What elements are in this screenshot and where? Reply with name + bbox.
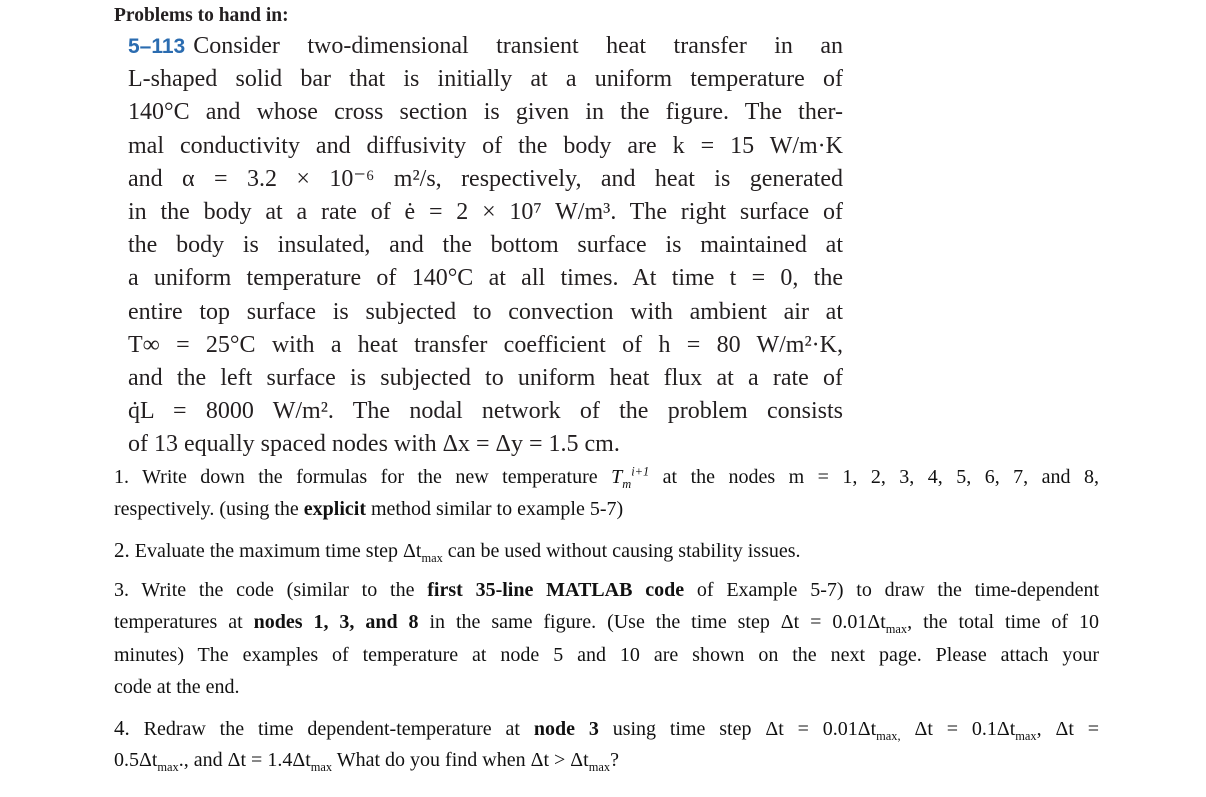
question-line: [114, 712, 1099, 744]
q4-sub-5: max: [588, 760, 611, 775]
q2-number: 2.: [114, 538, 130, 562]
q2-sub: max: [421, 551, 443, 565]
q4-text-b: using time step Δt = 0.01Δt: [612, 718, 877, 740]
q1-text-d: method similar to example 5-7): [370, 498, 624, 521]
q3-bold-2: nodes 1, 3, and 8: [253, 611, 419, 634]
problem-line: mal conductivity and diffusivity of the body are k = 15 W/m·K: [128, 132, 843, 159]
q4-sub-3: max: [157, 760, 179, 775]
question-2: [114, 534, 1099, 566]
problem-line: and the left surface is subjected to uniform heat flux at a rate of: [128, 364, 843, 391]
question-line: minutes) The examples of temperature at node 5 and 10 are shown on the next page. Please attach your: [114, 643, 1099, 666]
problem-number: 5–113: [128, 35, 186, 58]
q4-text-h: ?: [610, 749, 619, 772]
problem-statement: [128, 30, 843, 461]
question-1: [114, 461, 1099, 526]
question-line: [114, 493, 1099, 525]
question-line: code at the end.: [114, 676, 240, 699]
q4-text-g: What do you find when Δt > Δt: [336, 749, 589, 772]
problem-line: the body is insulated, and the bottom surface is maintained at: [128, 232, 843, 259]
q3-text-c: temperatures at: [114, 611, 243, 634]
q2-text-b: can be used without causing stability issues.: [447, 540, 801, 562]
t-sup: i+1: [631, 464, 650, 479]
problem-line-text: Consider two-dimensional transient heat transfer in an: [193, 33, 843, 59]
question-3: [114, 574, 1099, 704]
q1-text-b: at the nodes m = 1, 2, 3, 4, 5, 6, 7, and 8,: [662, 466, 1099, 488]
question-line: [114, 574, 1099, 606]
q1-bold: explicit: [303, 498, 366, 521]
problem-line: in the body at a rate of ė = 2 × 10⁷ W/m³. The right surface of: [128, 198, 843, 225]
q3-sub: max: [885, 622, 908, 637]
t-sub: m: [622, 477, 632, 491]
q3-text-e: , the total time of 10: [907, 611, 1100, 634]
problem-line: L-shaped solid bar that is initially at a uniform temperature of: [128, 66, 843, 93]
problem-line: 140°C and whose cross section is given in the figure. The ther-: [128, 99, 843, 126]
q4-text-f: ., and Δt = 1.4Δt: [178, 749, 311, 772]
section-heading: Problems to hand in:: [114, 5, 289, 26]
problem-line: T∞ = 25°C with a heat transfer coefficient of h = 80 W/m²·K,: [128, 331, 843, 358]
problem-line: and α = 3.2 × 10⁻⁶ m²/s, respectively, and heat is generated: [128, 165, 843, 192]
q2-text-a: Evaluate the maximum time step Δt: [134, 540, 422, 562]
q4-bold: node 3: [533, 718, 599, 740]
q4-sub-4: max: [310, 760, 333, 775]
q4-text-d: , Δt =: [1036, 718, 1100, 740]
problem-line: of 13 equally spaced nodes with Δx = Δy = 1.5 cm.: [128, 431, 620, 458]
q4-sub-1: max,: [876, 729, 901, 743]
question-line: [114, 534, 1099, 566]
q1-text-a: 1. Write down the formulas for the new temperature: [114, 466, 598, 488]
question-4: [114, 712, 1099, 777]
q4-text-a: Redraw the time dependent-temperature at: [143, 718, 520, 740]
temperature-symbol: [611, 464, 650, 491]
problem-line: a uniform temperature of 140°C at all times. At time t = 0, the: [128, 265, 843, 292]
q3-text-d: in the same figure. (Use the time step Δt = 0.01Δt: [429, 611, 886, 634]
t-symbol: T: [611, 466, 623, 488]
question-line: [114, 606, 1099, 638]
q4-text-e: 0.5Δt: [114, 749, 158, 772]
question-line: [114, 461, 1099, 493]
problem-line: q̇L = 8000 W/m². The nodal network of the problem consists: [128, 398, 843, 425]
q3-text-b: of Example 5-7) to draw the time-dependent: [696, 579, 1100, 601]
q4-sub-2: max: [1015, 729, 1037, 743]
question-line: [114, 744, 1099, 776]
problem-line: entire top surface is subjected to convection with ambient air at: [128, 298, 843, 325]
problem-line: [128, 30, 843, 63]
q3-text-a: 3. Write the code (similar to the: [114, 579, 415, 601]
q4-number: 4.: [114, 716, 130, 740]
q4-text-c: Δt = 0.1Δt: [914, 718, 1016, 740]
q3-bold-1: first 35-line MATLAB code: [427, 579, 685, 601]
q1-text-c: respectively. (using the: [114, 498, 299, 521]
